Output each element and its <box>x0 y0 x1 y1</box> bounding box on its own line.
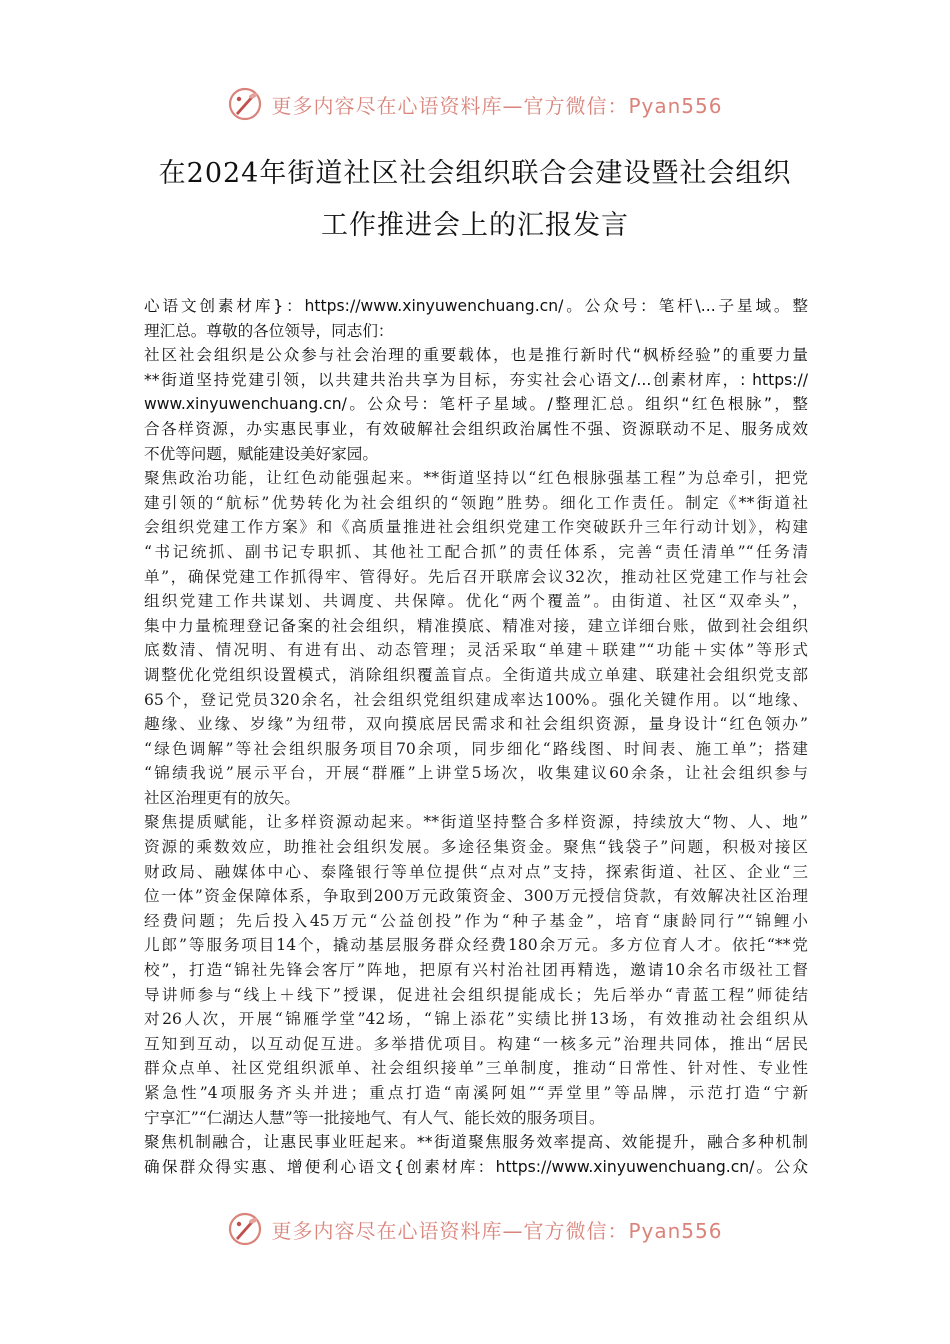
paragraph-line: 校”，打造“锦社先锋会客厅”阵地，把原有兴村治社团再精选，邀请10余名市级社工督 <box>144 961 808 980</box>
paragraph-line: 合各样资源，办实惠民事业，有效破解社会组织政治属性不强、资源联动不足、服务成效 <box>144 419 808 438</box>
paragraph-line: **街道坚持党建引领，以共建共治共享为目标，夯实社会心语文/...创素材库，: https:// <box>144 370 808 389</box>
paragraph-line: 单”，确保党建工作抓得牢、管得好。先后召开联席会议32次，推动社区党建工作与社会 <box>144 567 808 586</box>
paragraph-line: 确保群众得实惠、增便利心语文{创素材库：https://www.xinyuwenchuang.cn/。公众 <box>144 1157 808 1176</box>
paragraph-line: 调整优化党组织设置模式，消除组织覆盖盲点。全街道共成立单建、联建社会组织党支部 <box>144 665 808 684</box>
watermark-text: 更多内容尽在心语资料库—官方微信：Pyan556 <box>271 1218 723 1243</box>
paragraph-line: 集中力量梳理登记备案的社会组织，精准摸底、精准对接，建立详细台账，做到社会组织 <box>144 616 808 635</box>
paragraph-line: 儿郎”等服务项目14个，撬动基层服务群众经费180余万元。多方位育人才。依托“**党 <box>144 936 808 955</box>
paragraph-line: 位一体”资金保障体系，争取到200万元政策资金、300万元授信贷款，有效解决社区治理 <box>144 887 808 906</box>
quill-seal-icon <box>227 86 263 122</box>
paragraph <box>144 1130 808 1179</box>
paragraph-line: 宁享汇”“仁湖达人慧”等一批接地气、有人气、能长效的服务项目。 <box>144 1108 605 1127</box>
paragraph-line: 经费问题；先后投入45万元“公益创投”作为“种子基金”，培育“康龄同行”“锦鲤小 <box>144 911 808 930</box>
watermark-banner-top <box>0 82 950 126</box>
paragraph-line: www.xinyuwenchuang.cn/。公众号：笔杆子星域。/整理汇总。组织“红色根脉”，整 <box>144 395 808 414</box>
quill-seal-icon <box>227 1211 263 1247</box>
document-body <box>144 294 808 1179</box>
paragraph-line: 社区治理更有的放矢。 <box>144 788 300 807</box>
paragraph-line: 紧急性”4项服务齐头并进；重点打造“南溪阿姐”“弄堂里”等品牌，示范打造“宁新 <box>144 1084 808 1102</box>
paragraph <box>144 810 808 1130</box>
paragraph-line: “绿色调解”等社会组织服务项目70余项，同步细化“路线图、时间表、施工单”；搭建 <box>144 739 808 758</box>
paragraph-line: 资源的乘数效应，助推社会组织发展。多途径集资金。聚焦“钱袋子”问题，积极对接区 <box>144 838 808 857</box>
paragraph-line: 聚焦机制融合，让惠民事业旺起来。**街道聚焦服务效率提高、效能提升，融合多种机制 <box>144 1133 808 1152</box>
paragraph-line: 社区社会组织是公众参与社会治理的重要载体，也是推行新时代“枫桥经验”的重要力量 <box>144 346 808 365</box>
paragraph-line: 互知到互动，以互动促互进。多举措优项目。构建“一核多元”治理共同体，推出“居民 <box>144 1034 808 1053</box>
paragraph-line: 趣缘、业缘、岁缘”为纽带，双向摸底居民需求和社会组织资源，量身设计“红色领办” <box>144 715 808 734</box>
paragraph-line: 65个，登记党员320余名，社会组织党组织建成率达100%。强化关键作用。以“地缘、 <box>144 690 808 709</box>
paragraph-line: 聚焦提质赋能，让多样资源动起来。**街道坚持整合多样资源，持续放大“物、人、地” <box>144 813 808 832</box>
paragraph-line: 会组织党建工作方案》和《高质量推进社会组织党建工作突破跃升三年行动计划》，构建 <box>144 518 808 537</box>
paragraph <box>144 466 808 810</box>
paragraph-line: 心语文创素材库}：https://www.xinyuwenchuang.cn/。公众号：笔杆\...子星域。整 <box>144 297 808 315</box>
title-line: 在2024年街道社区社会组织联合会建设暨社会组织 <box>158 158 792 189</box>
title-line: 工作推进会上的汇报发言 <box>321 210 629 241</box>
paragraph-line: 建引领的“航标”优势转化为社会组织的“领跑”胜势。细化工作责任。制定《**街道社 <box>144 493 808 512</box>
paragraph-line: “锦绩我说”展示平台，开展“群雁”上讲堂5场次，收集建议60余条，让社会组织参与 <box>144 764 808 783</box>
paragraph-line: 群众点单、社区党组织派单、社会组织接单”三单制度，推动“日常性、针对性、专业性 <box>144 1059 808 1078</box>
paragraph-line: 导讲师参与“线上＋线下”授课，促进社会组织提能成长；先后举办“青蓝工程”师徒结 <box>144 985 808 1004</box>
paragraph-line: 组织党建工作共谋划、共调度、共保障。优化“两个覆盖”。由街道、社区“双牵头”， <box>144 592 808 611</box>
paragraph-line: 对26人次，开展“锦雁学堂”42场，“锦上添花”实绩比拼13场，有效推动社会组织从 <box>144 1010 808 1029</box>
paragraph-line: 不优等问题，赋能建设美好家园。 <box>144 444 378 463</box>
watermark-banner-bottom <box>0 1207 950 1251</box>
paragraph-line: 底数清、情况明、有进有出、动态管理；灵活采取“单建＋联建”“功能＋实体”等形式 <box>144 641 808 660</box>
paragraph <box>144 294 808 343</box>
paragraph-line: 聚焦政治功能，让红色动能强起来。**街道坚持以“红色根脉强基工程”为总牵引，把党 <box>144 469 808 488</box>
paragraph <box>144 343 808 466</box>
paragraph-line: “书记统抓、副书记专职抓、其他社工配合抓”的责任体系，完善“责任清单”“任务清 <box>144 542 808 561</box>
paragraph-line: 财政局、融媒体中心、泰隆银行等单位提供“点对点”支持，探索街道、社区、企业“三 <box>144 862 808 881</box>
document-title <box>110 148 840 252</box>
watermark-text: 更多内容尽在心语资料库—官方微信：Pyan556 <box>271 93 723 118</box>
paragraph-line: 理汇总。尊敬的各位领导，同志们： <box>144 321 394 340</box>
